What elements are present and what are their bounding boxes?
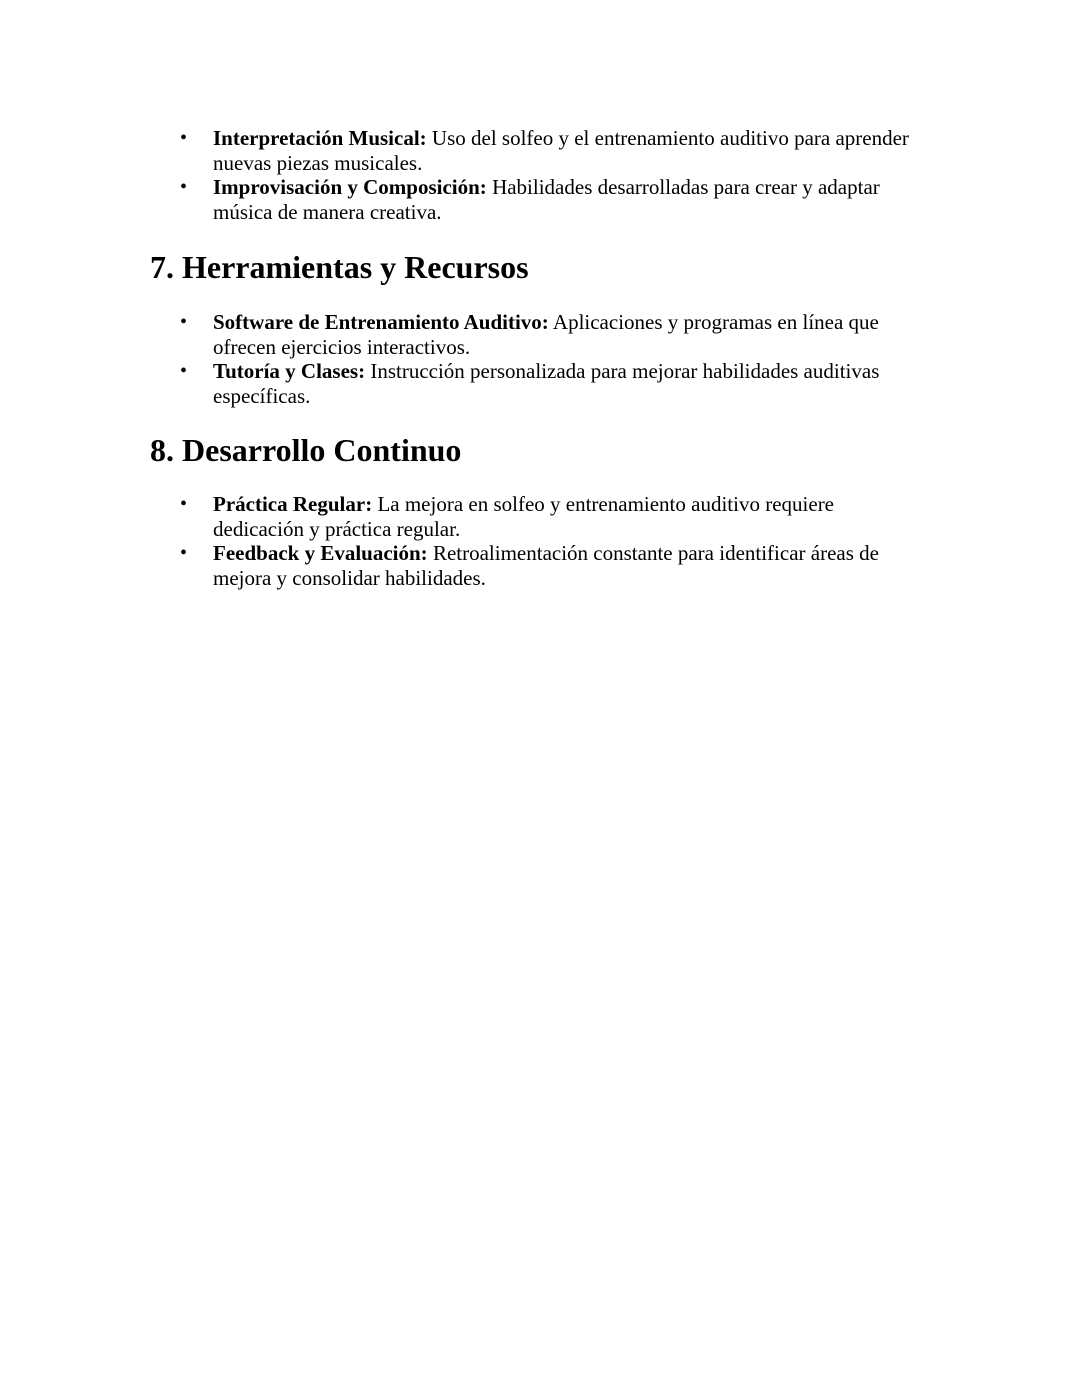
list-item-text: Retroalimentación constante para identificar áreas de mejora y consolidar habilidades. [213,541,879,590]
list-item-term: Software de Entrenamiento Auditivo: [213,310,549,334]
list-item-term: Práctica Regular: [213,492,373,516]
section-heading-8: 8. Desarrollo Continuo [150,432,462,468]
list-item-term: Improvisación y Composición: [213,175,487,199]
bullet-list-section-7 [150,310,930,408]
section-heading-7: 7. Herramientas y Recursos [150,249,529,285]
list-item [150,175,930,224]
bullet-list-top [150,126,930,224]
list-item [150,126,930,175]
list-item-text: Habilidades desarrolladas para crear y adaptar música de manera creativa. [213,175,880,224]
list-item-text: Uso del solfeo y el entrenamiento auditivo para aprender nuevas piezas musicales. [213,126,909,175]
list-item-text: La mejora en solfeo y entrenamiento auditivo requiere dedicación y práctica regular. [213,492,835,541]
list-item [150,492,930,541]
list-item [150,359,930,408]
list-item [150,310,930,359]
bullet-list-section-8 [150,492,930,590]
list-item-term: Interpretación Musical: [213,126,427,150]
list-item-term: Tutoría y Clases: [213,359,366,383]
list-item-term: Feedback y Evaluación: [213,541,428,565]
list-item-text: Instrucción personalizada para mejorar habilidades auditivas específicas. [213,359,880,408]
list-item-text: Aplicaciones y programas en línea que ofrecen ejercicios interactivos. [213,310,879,359]
list-item [150,541,930,590]
